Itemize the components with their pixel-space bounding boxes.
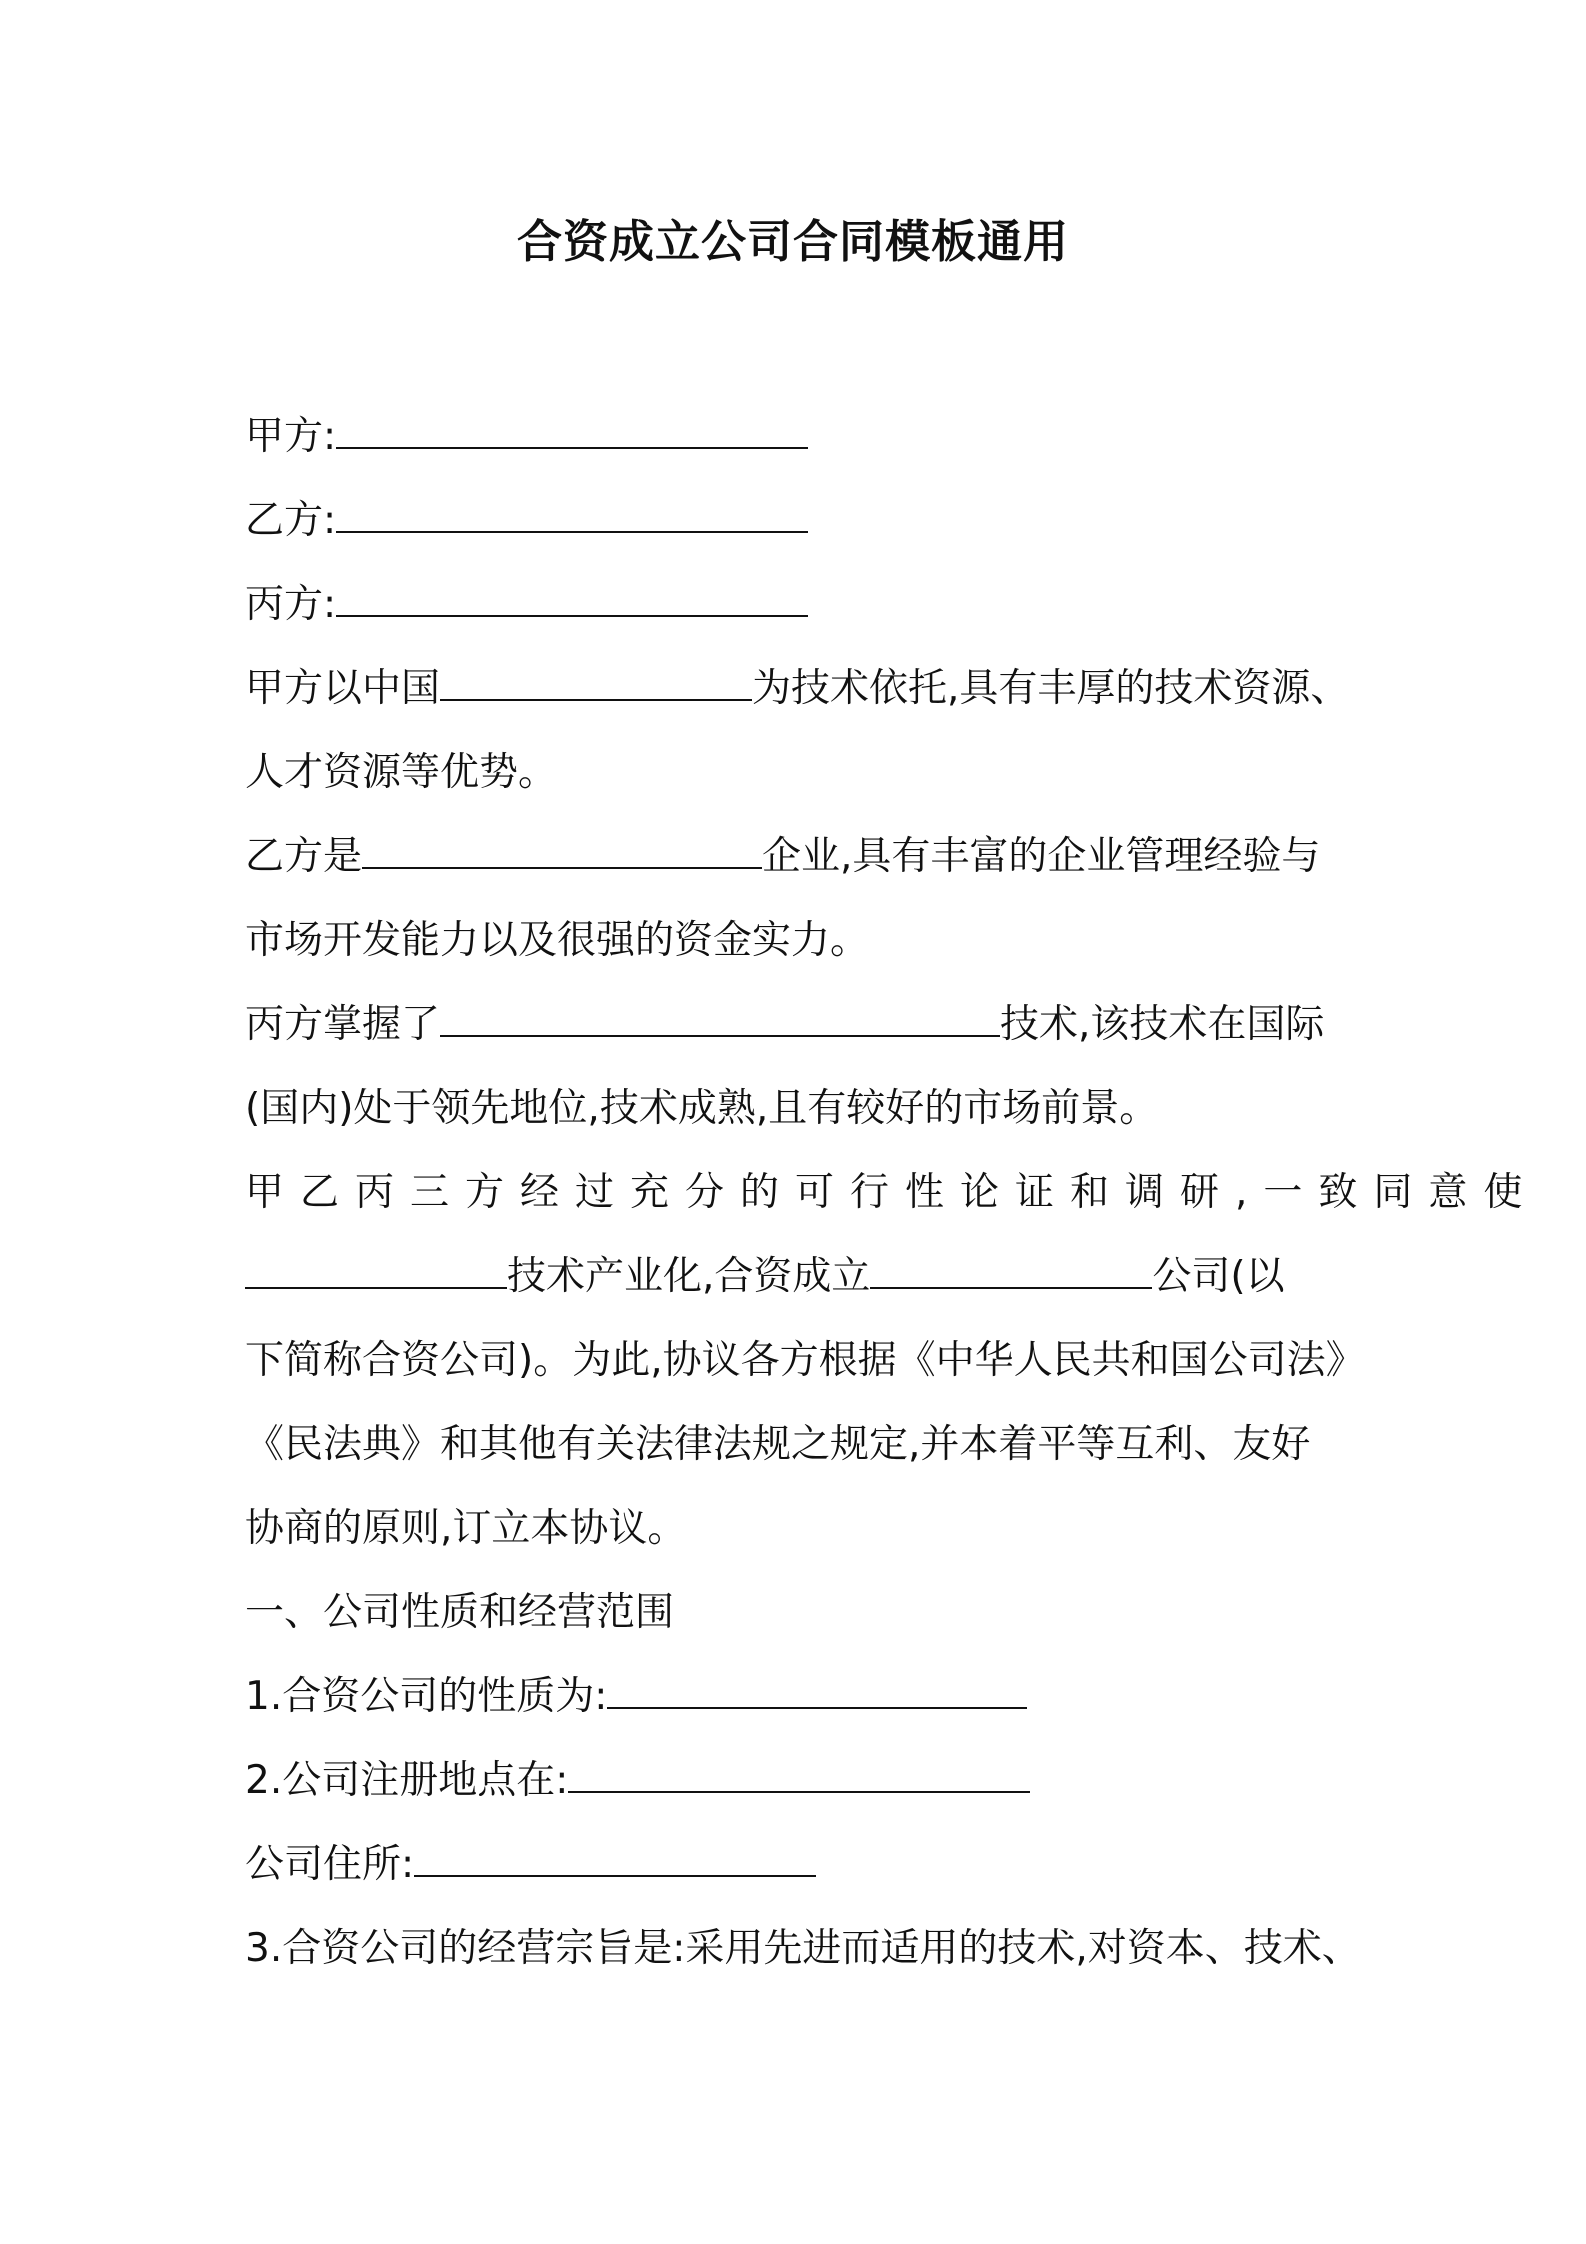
section-1-item-3: 3.合资公司的经营宗旨是:采用先进而适用的技术,对资本、技术、 bbox=[245, 1926, 1361, 1971]
party-c-blank bbox=[336, 577, 808, 617]
paragraph-4-blank-2 bbox=[870, 1249, 1152, 1289]
item-1-blank bbox=[607, 1669, 1027, 1709]
paragraph-1-start: 甲方以中国 bbox=[245, 666, 441, 711]
address-blank bbox=[414, 1837, 816, 1877]
party-c-line bbox=[245, 577, 808, 633]
paragraph-2-blank bbox=[362, 829, 762, 869]
paragraph-4-line-5: 协商的原则,订立本协议。 bbox=[245, 1506, 687, 1551]
paragraph-2-line-1 bbox=[245, 829, 1320, 885]
address-label: 公司住所: bbox=[245, 1842, 415, 1887]
paragraph-1-line-2: 人才资源等优势。 bbox=[245, 750, 558, 795]
document-title: 合资成立公司合同模板通用 bbox=[516, 215, 1069, 268]
party-b-line bbox=[245, 493, 808, 549]
party-a-blank bbox=[336, 409, 808, 449]
paragraph-3-line-2: (国内)处于领先地位,技术成熟,且有较好的市场前景。 bbox=[245, 1086, 1159, 1131]
party-c-label: 丙方: bbox=[245, 582, 337, 627]
section-1-address bbox=[245, 1837, 816, 1893]
section-1-item-1 bbox=[245, 1669, 1027, 1725]
paragraph-4-blank-1 bbox=[245, 1249, 507, 1289]
paragraph-4-line-1: 甲乙丙三方经过充分的可行性论证和调研,一致同意使 bbox=[245, 1170, 1539, 1215]
paragraph-3-start: 丙方掌握了 bbox=[245, 1002, 441, 1047]
paragraph-4-mid-1: 技术产业化,合资成立 bbox=[507, 1254, 871, 1299]
item-2-label: 2.公司注册地点在: bbox=[245, 1758, 569, 1803]
paragraph-4-line-3: 下简称合资公司)。为此,协议各方根据《中华人民共和国公司法》 bbox=[245, 1338, 1365, 1383]
paragraph-2-end: 企业,具有丰富的企业管理经验与 bbox=[762, 834, 1321, 879]
item-2-blank bbox=[568, 1753, 1030, 1793]
paragraph-4-mid-2: 公司(以 bbox=[1152, 1254, 1285, 1299]
paragraph-3-end: 技术,该技术在国际 bbox=[1000, 1002, 1325, 1047]
paragraph-2-line-2: 市场开发能力以及很强的资金实力。 bbox=[245, 918, 870, 963]
paragraph-3-blank bbox=[440, 997, 1000, 1037]
party-b-blank bbox=[336, 493, 808, 533]
paragraph-4-line-4: 《民法典》和其他有关法律法规之规定,并本着平等互利、友好 bbox=[245, 1422, 1311, 1467]
paragraph-1-end: 为技术依托,具有丰厚的技术资源、 bbox=[752, 666, 1350, 711]
section-1-heading: 一、公司性质和经营范围 bbox=[245, 1590, 675, 1635]
party-b-label: 乙方: bbox=[245, 498, 337, 543]
paragraph-1-blank bbox=[440, 661, 752, 701]
paragraph-3-line-1 bbox=[245, 997, 1324, 1053]
paragraph-1-line-1 bbox=[245, 661, 1349, 717]
paragraph-4-line-2 bbox=[245, 1249, 1285, 1305]
item-1-label: 1.合资公司的性质为: bbox=[245, 1674, 608, 1719]
paragraph-2-start: 乙方是 bbox=[245, 834, 363, 879]
section-1-item-2 bbox=[245, 1753, 1030, 1809]
party-a-line bbox=[245, 409, 808, 465]
party-a-label: 甲方: bbox=[245, 414, 337, 459]
